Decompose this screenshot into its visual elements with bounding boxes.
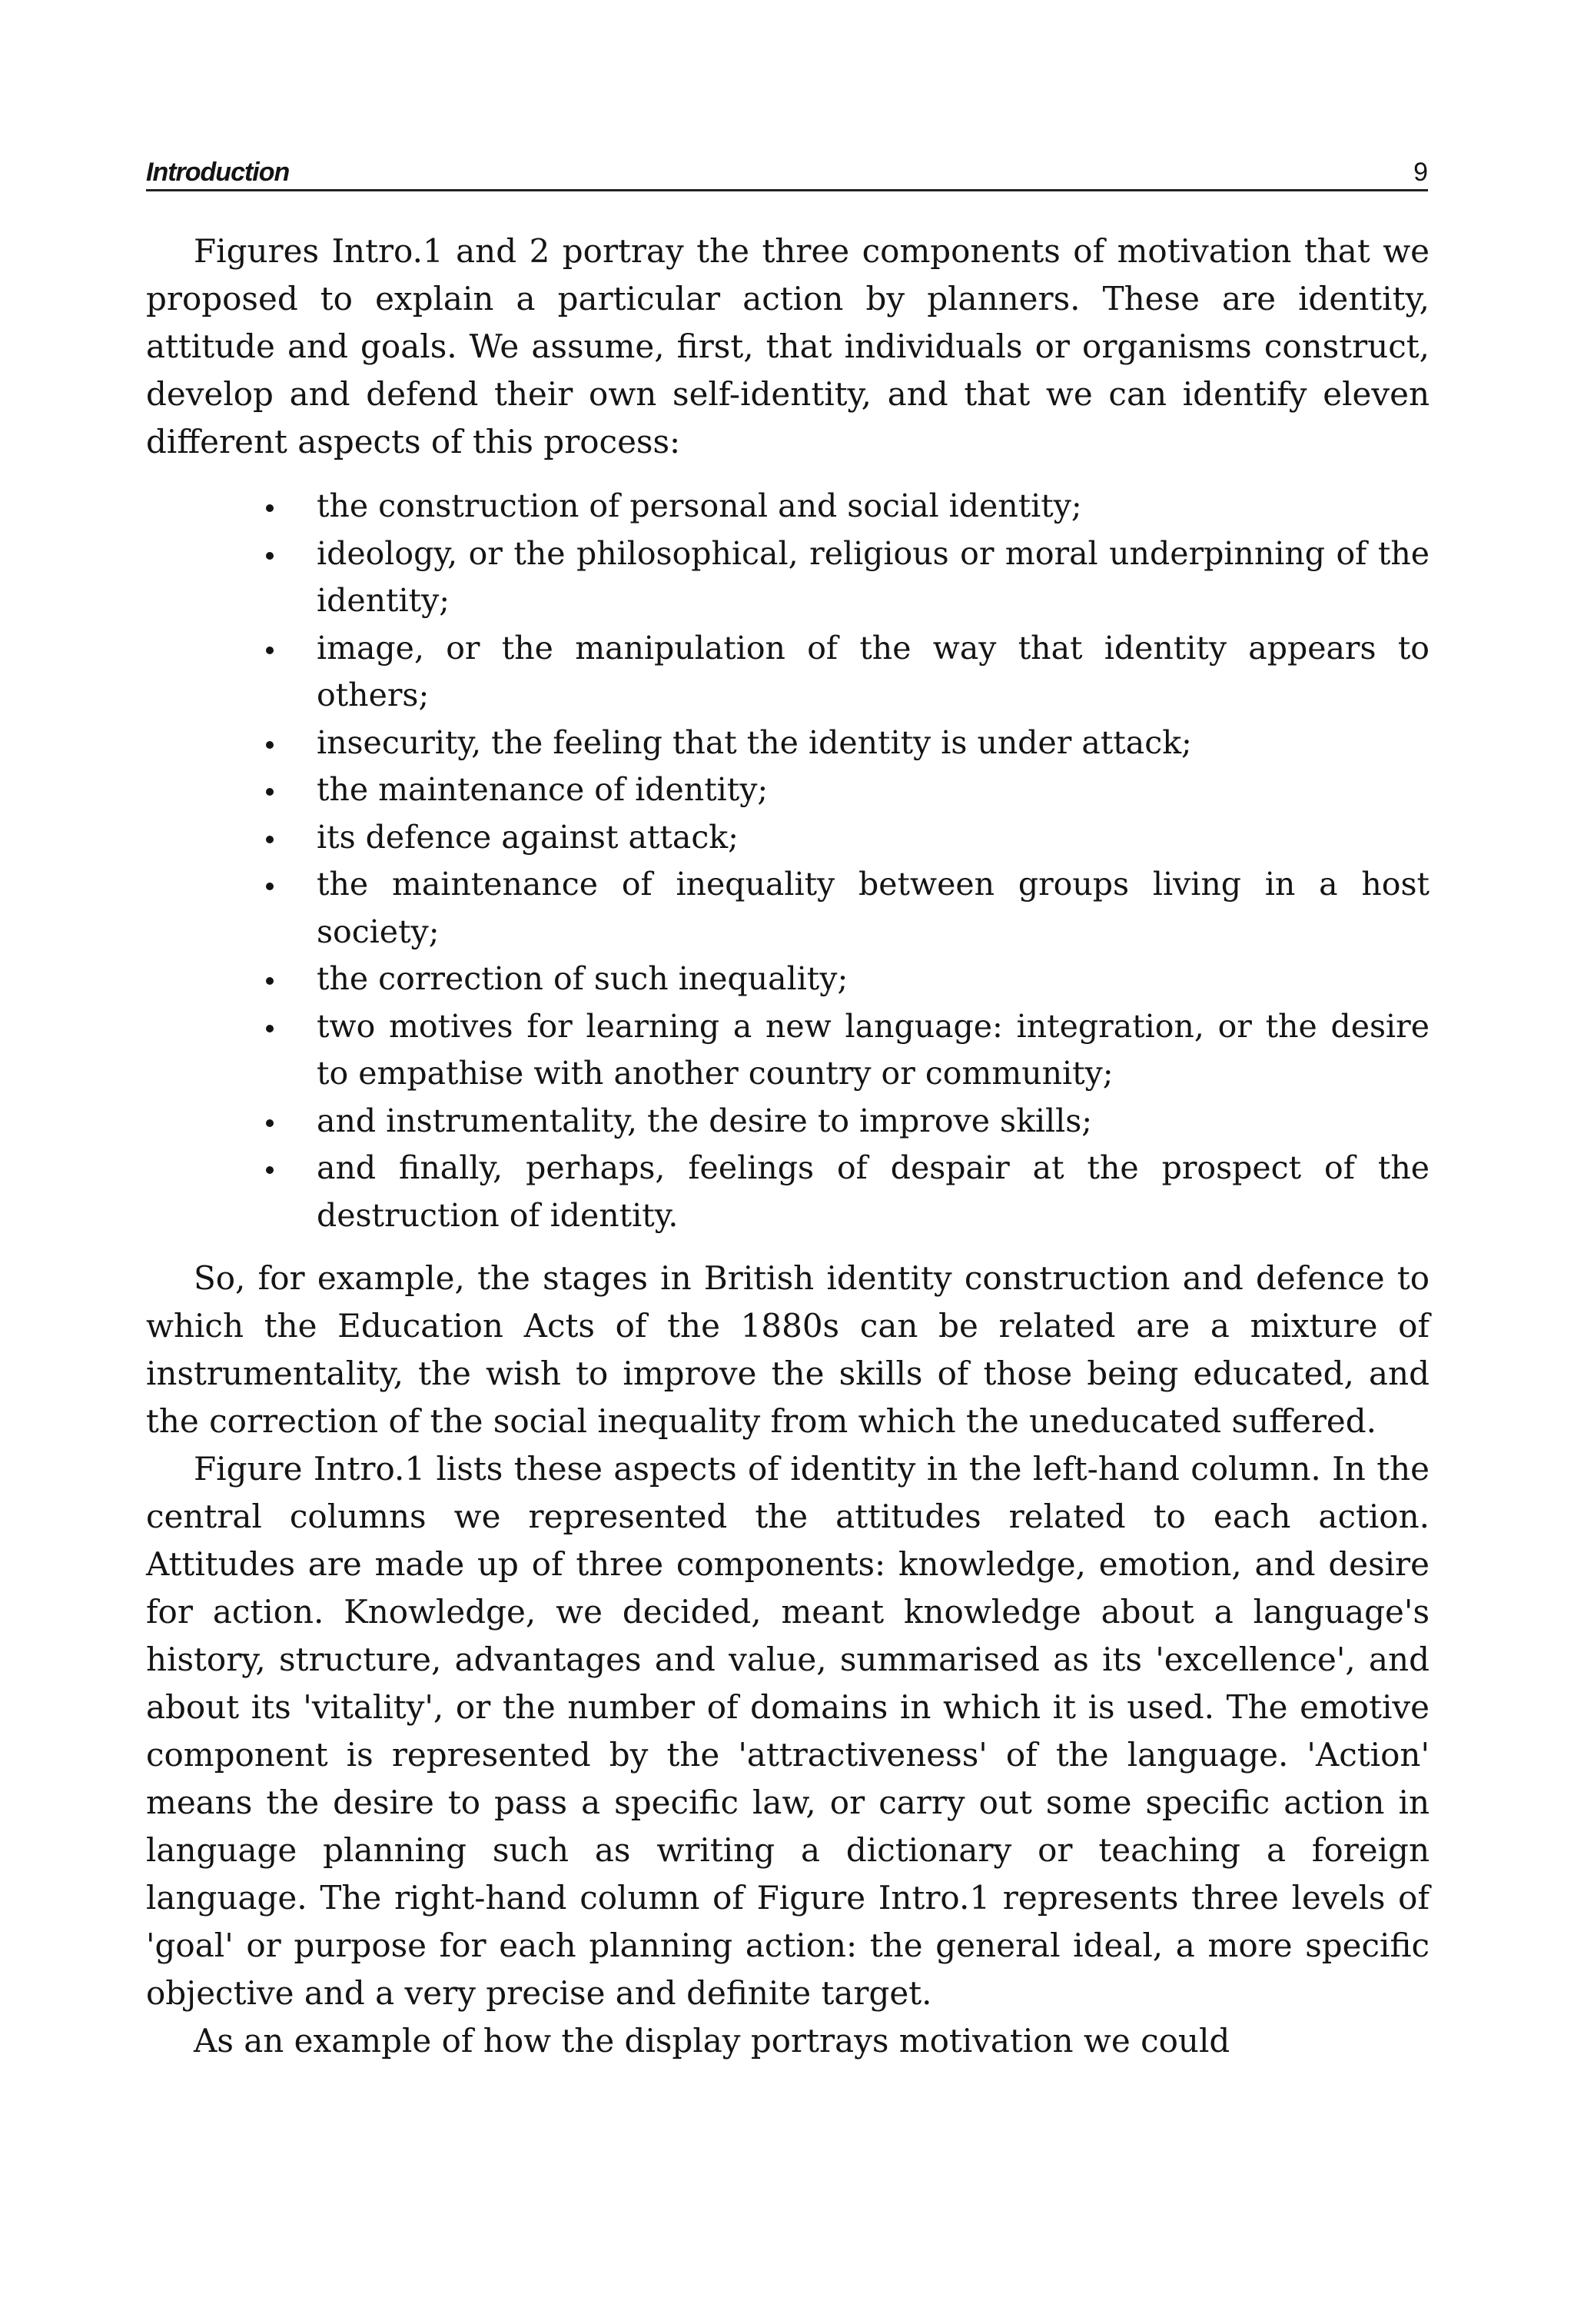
running-title: Introduction [146,158,290,187]
identity-aspects-list [146,483,1430,1239]
list-item-aspect-5: the maintenance of identity; [317,766,1430,814]
paragraph-intro: Figures Intro.1 and 2 portray the three components of motivation that we proposed to explain a particular action by planners. These are identity, attitude and goals. We assume, first, that individuals or organisms construct, develop and defend their own self-identity, and that we can identify eleven different aspects of this process: [146,232,1430,460]
page-number: 9 [1413,158,1428,187]
running-header [146,151,1428,191]
list-item-aspect-9: two motives for learning a new language: integration, or the desire to empathise with another country or community; [317,1003,1430,1098]
list-item-aspect-8: the correction of such inequality; [317,956,1430,1003]
list-item-aspect-10: and instrumentality, the desire to improve skills; [317,1098,1430,1145]
list-item-aspect-1: the construction of personal and social identity; [317,483,1430,530]
paragraph-figure-description: Figure Intro.1 lists these aspects of identity in the left-hand column. In the central columns we represented the attitudes related to each action. Attitudes are made up of three components: knowledge, emotion, and desire for action. Knowledge, we decided, meant knowledge about a language's history, structure, advantages and value, summarised as its 'excellence', and about its 'vitality', or the number of domains in which it is used. The emotive component is represented by the 'attractiveness' of the language. 'Action' means the desire to pass a specific law, or carry out some specific action in language planning such as writing a dictionary or teaching a foreign language. The right-hand column of Figure Intro.1 represents three levels of 'goal' or purpose for each planning action: the general ideal, a more specific objective and a very precise and definite target. [146,1450,1430,2012]
list-item-aspect-2: ideology, or the philosophical, religious or moral underpinning of the identity; [317,530,1430,625]
paragraph-example: So, for example, the stages in British identity construction and defence to which the Education Acts of the 1880s can be related are a mixture of instrumentality, the wish to improve the skills of those being educated, and the correction of the social inequality from which the uneducated suffered. [146,1259,1430,1440]
list-item-aspect-3: image, or the manipulation of the way that identity appears to others; [317,625,1430,720]
list-item-aspect-6: its defence against attack; [317,814,1430,862]
list-item-aspect-4: insecurity, the feeling that the identity is under attack; [317,720,1430,767]
list-item-aspect-11: and finally, perhaps, feelings of despair at the prospect of the destruction of identity. [317,1145,1430,1239]
list-item-aspect-7: the maintenance of inequality between groups living in a host society; [317,861,1430,956]
body-text [146,228,1430,2065]
paragraph-continuation: As an example of how the display portrays motivation we could [194,2022,1230,2060]
